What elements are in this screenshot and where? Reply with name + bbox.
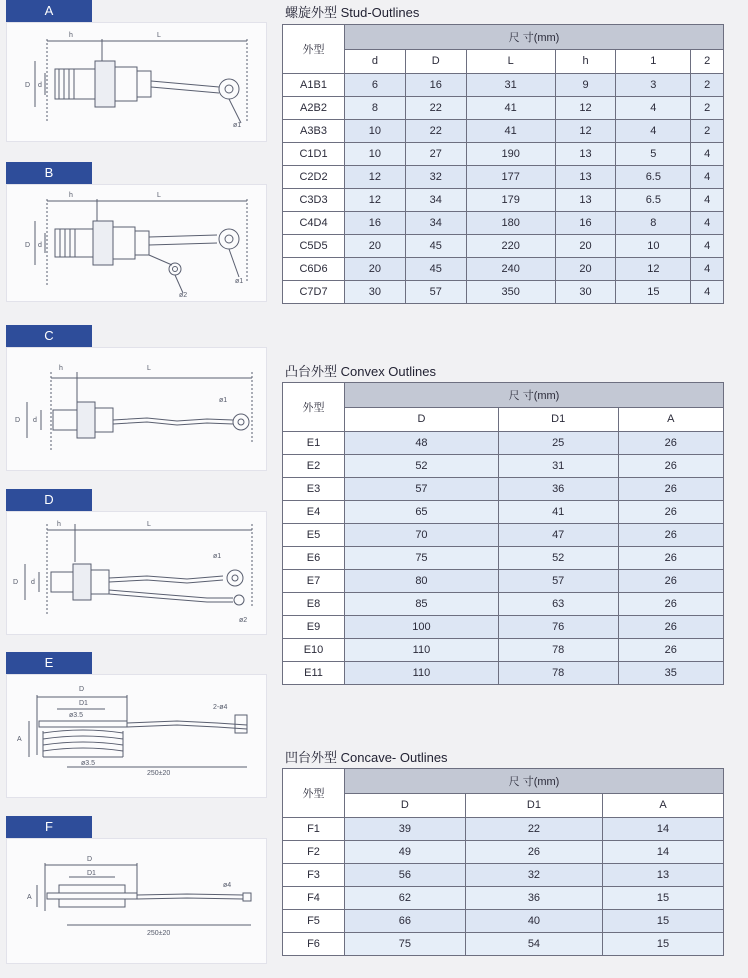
column-header: D1 — [465, 793, 602, 818]
dim-a: A — [17, 736, 22, 743]
column-header: A — [603, 793, 724, 818]
table-row — [283, 864, 724, 887]
dim-d-small: d — [38, 242, 42, 249]
value-cell: 10 — [345, 120, 406, 143]
value-cell: 15 — [616, 281, 691, 304]
dim-d-small: d — [38, 82, 42, 89]
dim-d1: D1 — [87, 870, 96, 877]
dim-l: L — [157, 192, 161, 199]
dim-phi1: ø1 — [235, 278, 244, 285]
value-cell: 12 — [345, 189, 406, 212]
dim-d-large: D — [25, 82, 31, 89]
flat-drawing-e — [7, 675, 266, 797]
dim-d1: D1 — [79, 700, 88, 707]
value-cell: 70 — [345, 524, 499, 547]
drawing-panel-b — [6, 184, 267, 302]
table-row — [283, 639, 724, 662]
column-header: h — [555, 49, 616, 74]
column-header: D1 — [498, 407, 618, 432]
value-cell: 177 — [466, 166, 555, 189]
value-cell: 20 — [345, 235, 406, 258]
drawing-tag-c: C — [6, 325, 92, 347]
drawing-panel-a — [6, 22, 267, 142]
stud-drawing-d — [7, 512, 266, 634]
value-cell: 12 — [345, 166, 406, 189]
value-cell: 4 — [691, 143, 724, 166]
stud-column-row — [283, 49, 724, 74]
drawing-panel-d — [6, 511, 267, 635]
table-row — [283, 478, 724, 501]
table-row — [283, 235, 724, 258]
value-cell: 56 — [345, 864, 466, 887]
model-cell: F2 — [283, 841, 345, 864]
dim-d-large: D — [25, 242, 31, 249]
model-cell: E6 — [283, 547, 345, 570]
column-header: D — [405, 49, 466, 74]
value-cell: 13 — [555, 143, 616, 166]
value-cell: 26 — [465, 841, 602, 864]
value-cell: 4 — [691, 189, 724, 212]
value-cell: 100 — [345, 616, 499, 639]
model-header: 外型 — [283, 25, 345, 74]
value-cell: 26 — [618, 570, 723, 593]
value-cell: 22 — [405, 97, 466, 120]
model-cell: E1 — [283, 432, 345, 455]
value-cell: 14 — [603, 818, 724, 841]
value-cell: 31 — [498, 455, 618, 478]
dim-d: D — [79, 686, 85, 693]
dim-l: L — [147, 521, 151, 528]
table-row — [283, 212, 724, 235]
value-cell: 26 — [618, 593, 723, 616]
value-cell: 14 — [603, 841, 724, 864]
value-cell: 12 — [616, 258, 691, 281]
table-row — [283, 662, 724, 685]
value-cell: 190 — [466, 143, 555, 166]
model-cell: A3B3 — [283, 120, 345, 143]
dim-phi35-top: ø3.5 — [69, 712, 84, 719]
concave-table — [282, 768, 724, 956]
value-cell: 45 — [405, 258, 466, 281]
value-cell: 30 — [345, 281, 406, 304]
value-cell: 20 — [555, 258, 616, 281]
value-cell: 57 — [498, 570, 618, 593]
table-row — [283, 616, 724, 639]
table-row — [283, 120, 724, 143]
value-cell: 54 — [465, 933, 602, 956]
table-row — [283, 547, 724, 570]
value-cell: 13 — [555, 166, 616, 189]
value-cell: 62 — [345, 887, 466, 910]
model-cell: E2 — [283, 455, 345, 478]
value-cell: 32 — [405, 166, 466, 189]
model-cell: E5 — [283, 524, 345, 547]
table-row — [283, 432, 724, 455]
value-cell: 10 — [345, 143, 406, 166]
convex-table — [282, 382, 724, 685]
dim-phi35-bottom: ø3.5 — [81, 760, 96, 767]
value-cell: 4 — [691, 212, 724, 235]
column-header: A — [618, 407, 723, 432]
model-cell: F3 — [283, 864, 345, 887]
value-cell: 6.5 — [616, 166, 691, 189]
value-cell: 31 — [466, 74, 555, 97]
table-row — [283, 74, 724, 97]
drawing-tag-a: A — [6, 0, 92, 22]
value-cell: 3 — [616, 74, 691, 97]
stud-heading: 螺旋外型 Stud-Outlines — [285, 5, 420, 20]
model-cell: F6 — [283, 933, 345, 956]
value-cell: 47 — [498, 524, 618, 547]
value-cell: 40 — [465, 910, 602, 933]
dim-d: D — [87, 856, 93, 863]
model-cell: C1D1 — [283, 143, 345, 166]
value-cell: 41 — [498, 501, 618, 524]
value-cell: 8 — [345, 97, 406, 120]
model-cell: A2B2 — [283, 97, 345, 120]
concave-heading: 凹台外型 Concave- Outlines — [285, 750, 448, 765]
value-cell: 26 — [618, 501, 723, 524]
dim-d-large: D — [13, 579, 19, 586]
dim-h: h — [69, 32, 73, 39]
drawing-tag-f: F — [6, 816, 92, 838]
column-header: L — [466, 49, 555, 74]
value-cell: 26 — [618, 524, 723, 547]
value-cell: 15 — [603, 910, 724, 933]
model-cell: E9 — [283, 616, 345, 639]
value-cell: 27 — [405, 143, 466, 166]
table-row — [283, 933, 724, 956]
column-header: D — [345, 407, 499, 432]
value-cell: 52 — [345, 455, 499, 478]
value-cell: 80 — [345, 570, 499, 593]
value-cell: 26 — [618, 639, 723, 662]
value-cell: 39 — [345, 818, 466, 841]
value-cell: 5 — [616, 143, 691, 166]
stud-header-row — [283, 25, 724, 50]
dim-h: h — [57, 521, 61, 528]
value-cell: 15 — [603, 933, 724, 956]
value-cell: 52 — [498, 547, 618, 570]
drawing-panel-c — [6, 347, 267, 471]
drawing-tag-e: E — [6, 652, 92, 674]
value-cell: 220 — [466, 235, 555, 258]
model-cell: E3 — [283, 478, 345, 501]
dim-l: L — [157, 32, 161, 39]
value-cell: 41 — [466, 97, 555, 120]
value-cell: 15 — [603, 887, 724, 910]
value-cell: 6 — [345, 74, 406, 97]
column-header: 2 — [691, 49, 724, 74]
value-cell: 26 — [618, 478, 723, 501]
model-cell: F1 — [283, 818, 345, 841]
column-header: D — [345, 793, 466, 818]
model-cell: A1B1 — [283, 74, 345, 97]
model-cell: F5 — [283, 910, 345, 933]
model-cell: C2D2 — [283, 166, 345, 189]
value-cell: 16 — [555, 212, 616, 235]
value-cell: 45 — [405, 235, 466, 258]
dim-h: h — [69, 192, 73, 199]
stud-drawing-c — [7, 348, 266, 470]
dim-phi2: ø2 — [179, 292, 188, 299]
value-cell: 26 — [618, 455, 723, 478]
model-cell: C4D4 — [283, 212, 345, 235]
value-cell: 26 — [618, 432, 723, 455]
value-cell: 36 — [498, 478, 618, 501]
table-row — [283, 593, 724, 616]
drawing-panel-f — [6, 838, 267, 964]
table-row — [283, 97, 724, 120]
table-row — [283, 258, 724, 281]
model-header: 外型 — [283, 383, 345, 432]
model-cell: C3D3 — [283, 189, 345, 212]
value-cell: 66 — [345, 910, 466, 933]
drawing-tag-d: D — [6, 489, 92, 511]
value-cell: 34 — [405, 212, 466, 235]
value-cell: 26 — [618, 616, 723, 639]
value-cell: 78 — [498, 639, 618, 662]
table-row — [283, 501, 724, 524]
table-row — [283, 143, 724, 166]
value-cell: 110 — [345, 639, 499, 662]
dim-2phi4: 2-ø4 — [213, 704, 228, 711]
dim-d-small: d — [33, 417, 37, 424]
model-cell: E4 — [283, 501, 345, 524]
value-cell: 57 — [345, 478, 499, 501]
value-cell: 9 — [555, 74, 616, 97]
model-cell: E7 — [283, 570, 345, 593]
value-cell: 22 — [405, 120, 466, 143]
model-cell: E10 — [283, 639, 345, 662]
table-row — [283, 281, 724, 304]
convex-heading: 凸台外型 Convex Outlines — [285, 364, 436, 379]
stud-table — [282, 24, 724, 304]
dim-d-large: D — [15, 417, 21, 424]
value-cell: 180 — [466, 212, 555, 235]
dim-h: h — [59, 365, 63, 372]
value-cell: 75 — [345, 933, 466, 956]
value-cell: 6.5 — [616, 189, 691, 212]
value-cell: 13 — [603, 864, 724, 887]
value-cell: 76 — [498, 616, 618, 639]
table-row — [283, 818, 724, 841]
value-cell: 20 — [345, 258, 406, 281]
model-cell: C6D6 — [283, 258, 345, 281]
value-cell: 20 — [555, 235, 616, 258]
value-cell: 179 — [466, 189, 555, 212]
dim-phi1: ø1 — [233, 122, 242, 129]
value-cell: 48 — [345, 432, 499, 455]
value-cell: 4 — [691, 235, 724, 258]
value-cell: 2 — [691, 120, 724, 143]
value-cell: 63 — [498, 593, 618, 616]
value-cell: 75 — [345, 547, 499, 570]
table-row — [283, 455, 724, 478]
concave-header-row — [283, 769, 724, 794]
value-cell: 41 — [466, 120, 555, 143]
model-cell: F4 — [283, 887, 345, 910]
column-header: 1 — [616, 49, 691, 74]
convex-header-row — [283, 383, 724, 408]
dim-a: A — [27, 894, 32, 901]
dim-lead-length: 250±20 — [147, 930, 171, 937]
size-header: 尺 寸(mm) — [345, 769, 724, 794]
dim-lead-length: 250±20 — [147, 770, 171, 777]
size-header: 尺 寸(mm) — [345, 25, 724, 50]
value-cell: 240 — [466, 258, 555, 281]
table-row — [283, 166, 724, 189]
model-header: 外型 — [283, 769, 345, 818]
value-cell: 4 — [691, 166, 724, 189]
value-cell: 4 — [691, 281, 724, 304]
value-cell: 25 — [498, 432, 618, 455]
value-cell: 2 — [691, 97, 724, 120]
value-cell: 10 — [616, 235, 691, 258]
value-cell: 30 — [555, 281, 616, 304]
table-row — [283, 887, 724, 910]
table-row — [283, 910, 724, 933]
dim-d-small: d — [31, 579, 35, 586]
value-cell: 26 — [618, 547, 723, 570]
flat-drawing-f — [7, 839, 266, 963]
concave-column-row — [283, 793, 724, 818]
value-cell: 12 — [555, 120, 616, 143]
value-cell: 35 — [618, 662, 723, 685]
value-cell: 36 — [465, 887, 602, 910]
table-row — [283, 524, 724, 547]
dim-l: L — [147, 365, 151, 372]
value-cell: 110 — [345, 662, 499, 685]
value-cell: 49 — [345, 841, 466, 864]
value-cell: 65 — [345, 501, 499, 524]
table-row — [283, 570, 724, 593]
model-cell: E11 — [283, 662, 345, 685]
value-cell: 8 — [616, 212, 691, 235]
value-cell: 57 — [405, 281, 466, 304]
dim-phi1: ø1 — [213, 553, 222, 560]
value-cell: 4 — [616, 97, 691, 120]
dim-phi4: ø4 — [223, 882, 232, 889]
stud-drawing-a — [7, 23, 266, 141]
table-row — [283, 841, 724, 864]
column-header: d — [345, 49, 406, 74]
value-cell: 22 — [465, 818, 602, 841]
value-cell: 4 — [616, 120, 691, 143]
value-cell: 12 — [555, 97, 616, 120]
value-cell: 34 — [405, 189, 466, 212]
value-cell: 78 — [498, 662, 618, 685]
value-cell: 16 — [405, 74, 466, 97]
model-cell: C7D7 — [283, 281, 345, 304]
drawing-tag-b: B — [6, 162, 92, 184]
value-cell: 32 — [465, 864, 602, 887]
value-cell: 2 — [691, 74, 724, 97]
drawing-panel-e — [6, 674, 267, 798]
dim-phi2: ø2 — [239, 617, 248, 624]
model-cell: E8 — [283, 593, 345, 616]
value-cell: 85 — [345, 593, 499, 616]
value-cell: 350 — [466, 281, 555, 304]
value-cell: 4 — [691, 258, 724, 281]
value-cell: 16 — [345, 212, 406, 235]
dim-phi1: ø1 — [219, 397, 228, 404]
convex-column-row — [283, 407, 724, 432]
model-cell: C5D5 — [283, 235, 345, 258]
table-row — [283, 189, 724, 212]
stud-drawing-b — [7, 185, 266, 301]
size-header: 尺 寸(mm) — [345, 383, 724, 408]
value-cell: 13 — [555, 189, 616, 212]
